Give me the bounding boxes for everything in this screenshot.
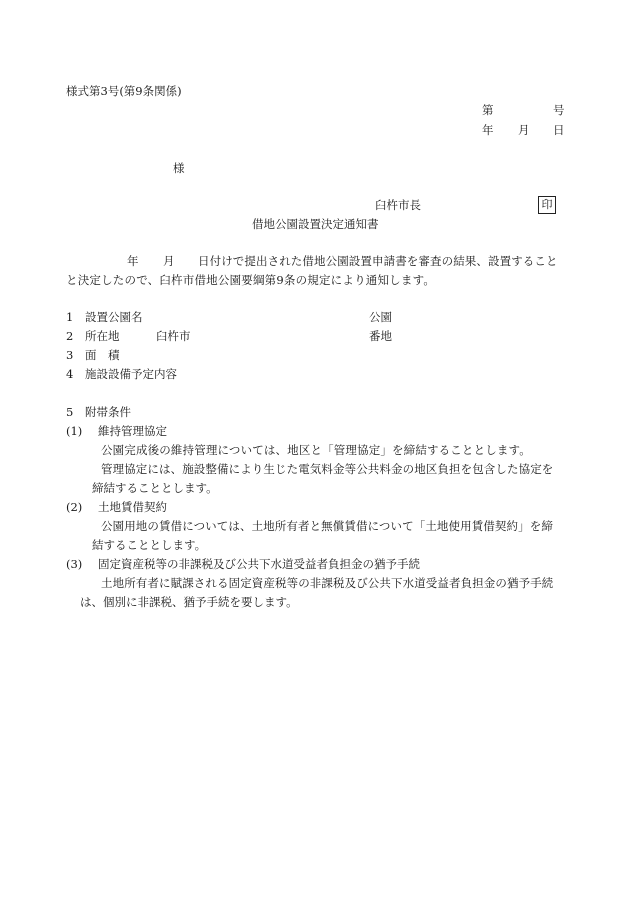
intro-month: 月 (163, 254, 175, 268)
item-4-label: 施設設備予定内容 (85, 367, 177, 381)
sender-title: 臼杵市長 (375, 198, 421, 212)
item-1-label: 設置公園名 (85, 310, 143, 324)
item-2-city: 臼杵市 (156, 329, 191, 343)
condition-1-number: (1) (66, 424, 83, 438)
item-2-label: 所在地 (85, 329, 120, 343)
condition-2-line-1: 公園用地の賃借については、土地所有者と無償賃借について「土地使用賃借契約」を締 (101, 519, 553, 533)
item-3-number: 3 (66, 348, 74, 362)
condition-3-line-2: は、個別に非課税、猶予手続を要します。 (80, 595, 298, 609)
condition-2-label: 土地賃借契約 (98, 500, 167, 514)
document-heading: 借地公園設置決定通知書 (252, 217, 379, 231)
intro-line-2: と決定したので、臼杵市借地公園要綱第9条の規定により通知します。 (66, 273, 436, 287)
intro-line-1: 日付けで提出された借地公園設置申請書を審査の結果、設置すること (198, 254, 558, 268)
condition-1-line-2: 管理協定には、施設整備により生じた電気料金等公共料金の地区負担を包含した協定を (101, 462, 554, 476)
item-1-suffix: 公園 (369, 310, 392, 324)
intro-year: 年 (127, 254, 139, 268)
condition-3-line-1: 土地所有者に賦課される固定資産税等の非課税及び公共下水道受益者負担金の猶予手続 (101, 576, 554, 590)
date-day: 日 (553, 123, 565, 137)
date-month: 月 (518, 123, 530, 137)
item-3-label: 面 積 (85, 348, 120, 362)
doc-number-prefix: 第 (482, 103, 494, 117)
item-4-number: 4 (66, 367, 74, 381)
date-year: 年 (482, 123, 494, 137)
condition-1-line-1: 公園完成後の維持管理については、地区と「管理協定」を締結することとします。 (101, 443, 531, 457)
condition-1-label: 維持管理協定 (98, 424, 167, 438)
condition-1-line-3: 締結することとします。 (92, 481, 218, 495)
item-2-suffix: 番地 (369, 329, 392, 343)
item-5-number: 5 (66, 405, 74, 419)
item-1-number: 1 (66, 310, 74, 324)
form-title: 様式第3号(第9条関係) (66, 84, 182, 98)
condition-2-number: (2) (66, 500, 83, 514)
item-2-number: 2 (66, 329, 74, 343)
condition-3-number: (3) (66, 557, 83, 571)
condition-3-label: 固定資産税等の非課税及び公共下水道受益者負担金の猶予手続 (98, 557, 420, 571)
doc-number-suffix: 号 (553, 103, 565, 117)
condition-2-line-2: 結することとします。 (92, 538, 207, 552)
seal-mark: 印 (538, 196, 556, 214)
item-5-label: 附帯条件 (85, 405, 131, 419)
recipient-honorific: 様 (173, 161, 185, 175)
